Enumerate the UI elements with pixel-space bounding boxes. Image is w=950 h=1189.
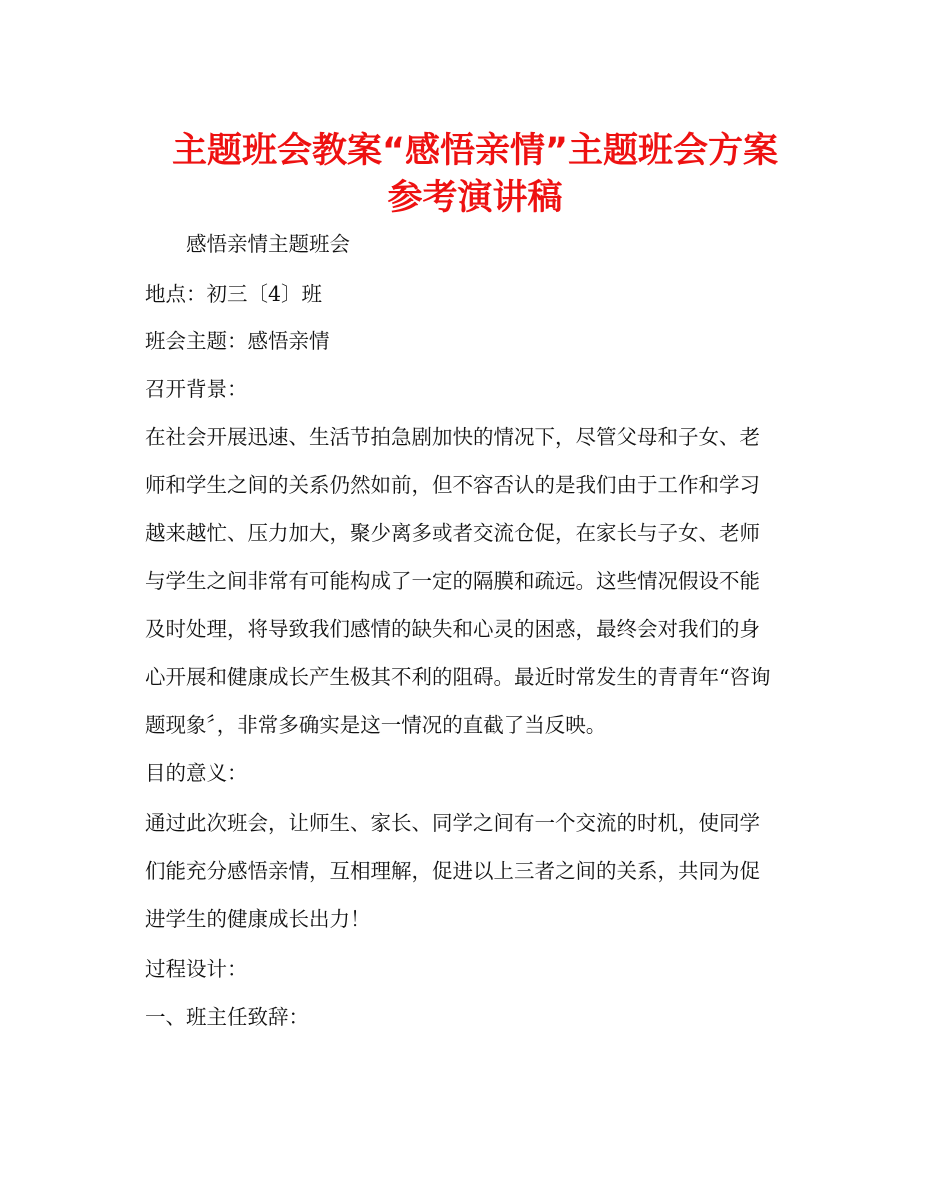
purpose-paragraph-line: 通过此次班会，让师生、家长、同学之间有一个交流的时机，使同学 xyxy=(145,811,760,835)
document-title-line-2: 参考演讲稿 xyxy=(387,178,563,218)
background-paragraph-line: 题现象〞，非常多确实是这一情况的直截了当反映。 xyxy=(145,713,607,737)
background-paragraph-line: 及时处理，将导致我们感情的缺失和心灵的困惑，最终会对我们的身 xyxy=(145,617,760,641)
location-line: 地点：初三〔4〕班 xyxy=(145,282,323,306)
background-paragraph-line: 心开展和健康成长产生极其不利的阻碍。最近时常发生的青青年“咨询 xyxy=(145,665,771,689)
background-paragraph-line: 与学生之间非常有可能构成了一定的隔膜和疏远。这些情况假设不能 xyxy=(145,569,760,593)
step1-heading: 一、班主任致辞： xyxy=(145,1005,309,1029)
subtitle: 感悟亲情主题班会 xyxy=(186,232,350,256)
document-title-line-1: 主题班会教案“感悟亲情”主题班会方案 xyxy=(171,131,778,171)
theme-line: 班会主题：感悟亲情 xyxy=(145,329,330,353)
background-paragraph-line: 师和学生之间的关系仍然如前，但不容否认的是我们由于工作和学习 xyxy=(145,473,760,497)
purpose-paragraph-line: 们能充分感悟亲情，互相理解，促进以上三者之间的关系，共同为促 xyxy=(145,859,760,883)
purpose-heading: 目的意义： xyxy=(145,761,248,785)
background-paragraph-line: 在社会开展迅速、生活节拍急剧加快的情况下，尽管父母和子女、老 xyxy=(145,425,760,449)
background-heading: 召开背景： xyxy=(145,377,248,401)
process-heading: 过程设计： xyxy=(145,957,248,981)
purpose-paragraph-line: 进学生的健康成长出力！ xyxy=(145,907,371,931)
background-paragraph-line: 越来越忙、压力加大，聚少离多或者交流仓促，在家长与子女、老师 xyxy=(145,521,760,545)
